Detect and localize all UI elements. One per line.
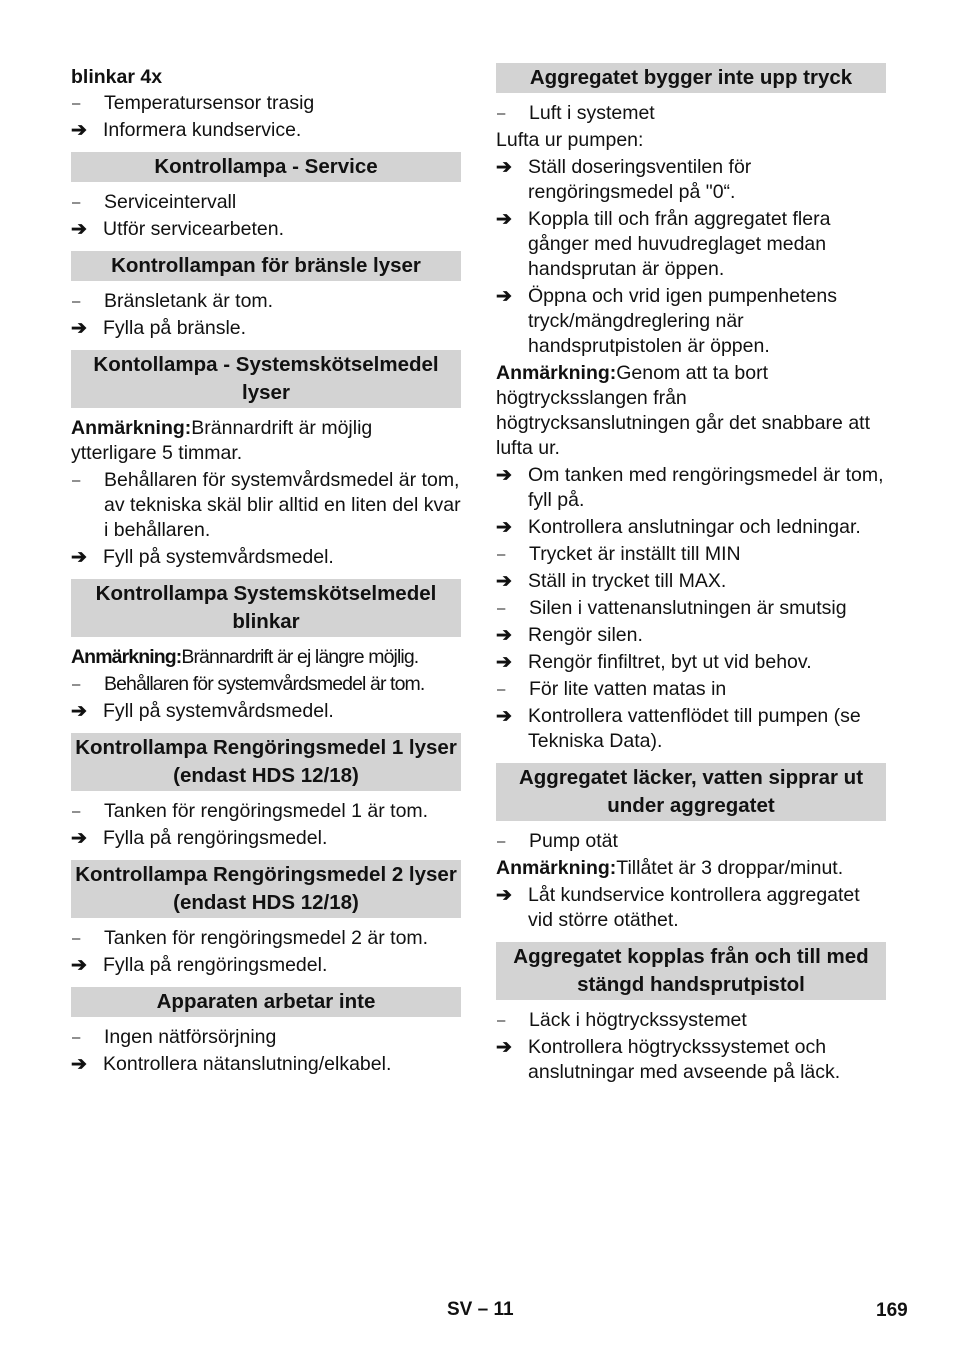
- section-heading-kontollampa-systemskotselmedel-lyser: Kontollampa - Systemskötselmedel lyser: [71, 350, 461, 408]
- cause-text: Behållaren för systemvårdsmedel är tom.: [104, 673, 425, 695]
- dash-bullet-icon: –: [72, 194, 81, 211]
- cause-text: Trycket är inställt till MIN: [529, 543, 741, 565]
- remedy-text: Rengör silen.: [528, 624, 643, 646]
- remedy-item: [496, 623, 886, 648]
- cause-text: Luft i systemet: [529, 102, 655, 124]
- arrow-right-icon: ➔: [496, 1037, 512, 1058]
- note-label: Anmärkning:: [496, 362, 617, 384]
- note-text: Brännardrift är ej längre möjlig.: [181, 646, 419, 668]
- dash-bullet-icon: –: [497, 681, 506, 698]
- cause-item: [71, 1025, 461, 1050]
- arrow-right-icon: ➔: [71, 701, 87, 722]
- arrow-right-icon: ➔: [496, 286, 512, 307]
- remedy-text: Fylla på bränsle.: [103, 317, 247, 339]
- remedy-item: [71, 953, 461, 978]
- dash-bullet-icon: –: [72, 472, 81, 489]
- remedy-item: [71, 545, 461, 570]
- note: [71, 645, 461, 670]
- cause-item: [71, 289, 461, 314]
- dash-bullet-icon: –: [497, 1012, 506, 1029]
- dash-bullet-icon: –: [72, 1029, 81, 1046]
- arrow-right-icon: ➔: [496, 209, 512, 230]
- cause-text: Silen i vattenanslutningen är smutsig: [529, 597, 847, 619]
- remedy-item: [71, 316, 461, 341]
- cause-text: Pump otät: [529, 830, 618, 852]
- note: [496, 361, 886, 461]
- remedy-text: Låt kundservice kontrollera aggregatet vid större otäthet.: [528, 884, 860, 931]
- remedy-text: Fyll på systemvårdsmedel.: [103, 700, 334, 722]
- remedy-text: Rengör finfiltret, byt ut vid behov.: [528, 651, 812, 673]
- remedy-item: [71, 1052, 461, 1077]
- arrow-right-icon: ➔: [496, 652, 512, 673]
- cause-text: Temperatursensor trasig: [104, 92, 315, 114]
- note-text: Genom att ta bort högtrycksslangen från högtrycksanslutningen går det snabbare att lufta ur.: [496, 362, 870, 459]
- section-heading-kontrollampan-for-bransle-lyser: Kontrollampan för bränsle lyser: [71, 251, 461, 281]
- intro-title: blinkar 4x: [71, 66, 163, 88]
- cause-item: [496, 1008, 886, 1033]
- remedy-text: Öppna och vrid igen pumpenhetens tryck/mängdreglering när handsprutpistolen är öppen.: [528, 285, 837, 357]
- left-column: [71, 63, 461, 1079]
- remedy-text: Fylla på rengöringsmedel.: [103, 827, 328, 849]
- dash-bullet-icon: –: [497, 105, 506, 122]
- cause-text: Ingen nätförsörjning: [104, 1026, 277, 1048]
- dash-bullet-icon: –: [497, 546, 506, 563]
- dash-bullet-icon: –: [72, 930, 81, 947]
- remedy-item: [496, 207, 886, 282]
- section-heading-kontrollampa-service: Kontrollampa - Service: [71, 152, 461, 182]
- dash-bullet-icon: –: [497, 600, 506, 617]
- cause-item: [71, 672, 461, 697]
- note-label: Anmärkning:: [71, 646, 182, 668]
- section-heading-kontrollampa-systemskotselmedel-blinkar: Kontrollampa Systemskötselmedel blinkar: [71, 579, 461, 637]
- remedy-text: Ställ in trycket till MAX.: [528, 570, 727, 592]
- remedy-item: [71, 826, 461, 851]
- arrow-right-icon: ➔: [71, 1054, 87, 1075]
- footer-section-label: SV – 11: [447, 1299, 514, 1320]
- note: [71, 416, 461, 466]
- remedy-text: Fyll på systemvårdsmedel.: [103, 546, 334, 568]
- cause-text: Tanken för rengöringsmedel 2 är tom.: [104, 927, 429, 949]
- arrow-right-icon: ➔: [496, 465, 512, 486]
- section-heading-aggregatet-kopplas-fran-och-till-med-sta: Aggregatet kopplas från och till med stängd handsprutpistol: [496, 942, 886, 1000]
- remedy-item: [496, 883, 886, 933]
- remedy-text: Ställ doseringsventilen för rengöringsmedel på "0“.: [528, 156, 752, 203]
- dash-bullet-icon: –: [497, 833, 506, 850]
- remedy-item: [71, 699, 461, 724]
- section-heading-aggregatet-lacker-vatten-sipprar-ut-unde: Aggregatet läcker, vatten sipprar ut under aggregatet: [496, 763, 886, 821]
- cause-item: [496, 542, 886, 567]
- cause-item: [496, 677, 886, 702]
- remedy-text: Kontrollera nätanslutning/elkabel.: [103, 1053, 392, 1075]
- section-heading-kontrollampa-rengoringsmedel-1-lyser-end: Kontrollampa Rengöringsmedel 1 lyser (endast HDS 12/18): [71, 733, 461, 791]
- arrow-right-icon: ➔: [496, 517, 512, 538]
- arrow-right-icon: ➔: [496, 625, 512, 646]
- page-number: 169: [876, 1300, 908, 1321]
- arrow-right-icon: ➔: [71, 955, 87, 976]
- remedy-item: [496, 463, 886, 513]
- cause-text: Behållaren för systemvårdsmedel är tom, av tekniska skäl blir alltid en liten del kvar i behållaren.: [104, 469, 461, 541]
- cause-item: [71, 926, 461, 951]
- right-column: [496, 63, 886, 1087]
- cause-text: Läck i högtryckssystemet: [529, 1009, 747, 1031]
- arrow-right-icon: ➔: [496, 571, 512, 592]
- paragraph: Lufta ur pumpen:: [496, 129, 644, 151]
- cause-item: [71, 468, 461, 543]
- dash-bullet-icon: –: [72, 803, 81, 820]
- arrow-right-icon: ➔: [496, 157, 512, 178]
- cause-item: [496, 101, 886, 126]
- arrow-right-icon: ➔: [71, 219, 87, 240]
- dash-bullet-icon: –: [72, 95, 81, 112]
- remedy-text: Kontrollera högtryckssystemet och anslutningar med avseende på läck.: [528, 1036, 841, 1083]
- remedy-item: [496, 1035, 886, 1085]
- note-label: Anmärkning:: [71, 417, 192, 439]
- cause-item: [71, 799, 461, 824]
- remedy-text: Fylla på rengöringsmedel.: [103, 954, 328, 976]
- arrow-right-icon: ➔: [71, 120, 87, 141]
- arrow-right-icon: ➔: [496, 885, 512, 906]
- remedy-item: [496, 155, 886, 205]
- remedy-item: [496, 650, 886, 675]
- cause-item: [71, 91, 461, 116]
- cause-item: [71, 190, 461, 215]
- section-heading-aggregatet-bygger-inte-upp-tryck: Aggregatet bygger inte upp tryck: [496, 63, 886, 93]
- cause-item: [496, 829, 886, 854]
- remedy-item: [71, 118, 461, 143]
- section-heading-kontrollampa-rengoringsmedel-2-lyser-end: Kontrollampa Rengöringsmedel 2 lyser (endast HDS 12/18): [71, 860, 461, 918]
- dash-bullet-icon: –: [72, 293, 81, 310]
- remedy-item: [71, 217, 461, 242]
- arrow-right-icon: ➔: [71, 547, 87, 568]
- note-text: Brännardrift är möjlig ytterligare 5 timmar.: [71, 417, 373, 464]
- remedy-text: Koppla till och från aggregatet flera gånger med huvudreglaget medan handsprutan är öppen.: [528, 208, 831, 280]
- remedy-text: Informera kundservice.: [103, 119, 302, 141]
- cause-text: För lite vatten matas in: [529, 678, 727, 700]
- dash-bullet-icon: –: [72, 676, 80, 693]
- note: [496, 856, 886, 881]
- arrow-right-icon: ➔: [496, 706, 512, 727]
- note-label: Anmärkning:: [496, 857, 617, 879]
- remedy-text: Kontrollera vattenflödet till pumpen (se Tekniska Data).: [528, 705, 861, 752]
- remedy-item: [496, 569, 886, 594]
- remedy-text: Utför servicearbeten.: [103, 218, 284, 240]
- note-text: Tillåtet är 3 droppar/minut.: [616, 857, 844, 879]
- remedy-item: [496, 515, 886, 540]
- cause-text: Bränsletank är tom.: [104, 290, 274, 312]
- section-heading-apparaten-arbetar-inte: Apparaten arbetar inte: [71, 987, 461, 1017]
- cause-text: Serviceintervall: [104, 191, 237, 213]
- remedy-text: Om tanken med rengöringsmedel är tom, fyll på.: [528, 464, 884, 511]
- remedy-item: [496, 284, 886, 359]
- remedy-text: Kontrollera anslutningar och ledningar.: [528, 516, 861, 538]
- arrow-right-icon: ➔: [71, 318, 87, 339]
- remedy-item: [496, 704, 886, 754]
- cause-text: Tanken för rengöringsmedel 1 är tom.: [104, 800, 429, 822]
- cause-item: [496, 596, 886, 621]
- arrow-right-icon: ➔: [71, 828, 87, 849]
